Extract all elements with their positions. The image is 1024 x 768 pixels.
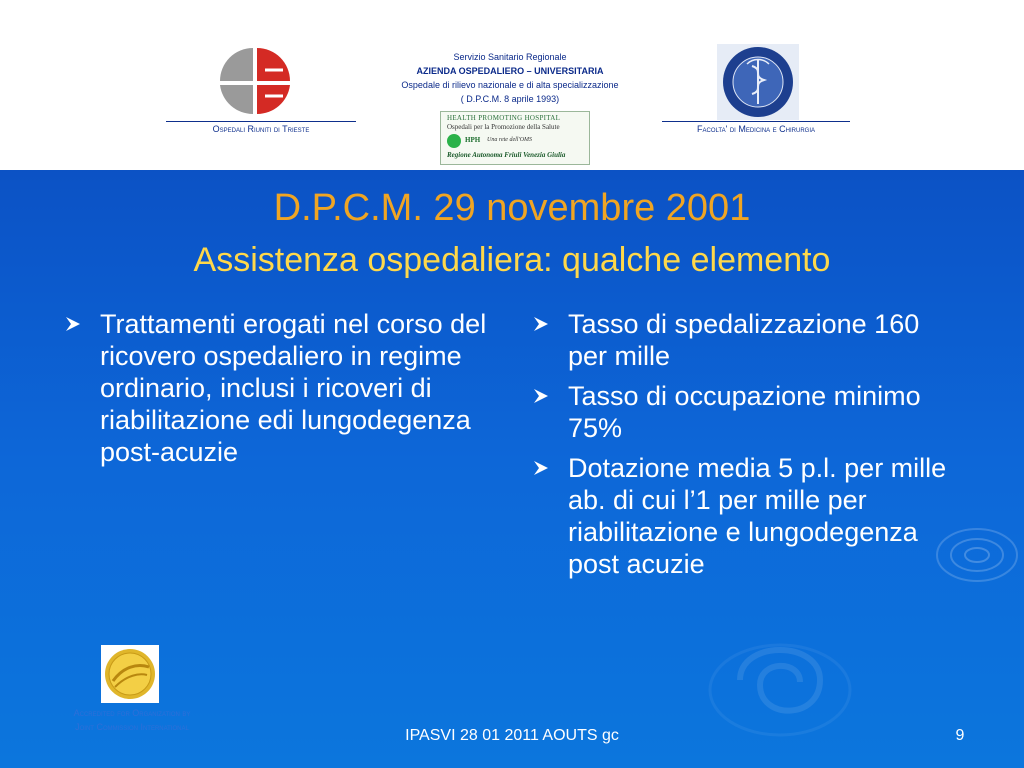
hospital-name: AZIENDA OSPEDALIERO – UNIVERSITARIA xyxy=(416,66,604,76)
service-line: Servizio Sanitario Regionale xyxy=(453,52,567,62)
list-item xyxy=(532,452,962,580)
decree-reference: ( D.P.C.M. 8 aprile 1993) xyxy=(460,94,560,104)
joint-commission-seal-icon xyxy=(101,645,159,703)
right-logo-caption: Facolta' di Medicina e Chirurgia xyxy=(696,124,815,134)
hph-circle-icon xyxy=(447,134,461,148)
arrow-bullet-icon xyxy=(532,459,550,477)
accreditation-line1: Accredited for Organization by xyxy=(73,708,191,718)
hph-logo xyxy=(440,111,590,165)
bullet-text: Dotazione media 5 p.l. per mille ab. di cui l’1 per mille per riabilitazione e lungodegenza post acuzie xyxy=(568,453,947,579)
left-bullet-list xyxy=(64,308,494,476)
bullet-text: Tasso di occupazione minimo 75% xyxy=(568,381,921,443)
right-caption-rule xyxy=(662,121,850,122)
left-logo-caption: Ospedali Riuniti di Trieste xyxy=(212,124,310,134)
list-item xyxy=(532,380,962,444)
bullet-text: Trattamenti erogati nel corso del ricovero ospedaliero in regime ordinario, inclusi i ricoveri di riabilitazione edi lungodegenza post-acuzie xyxy=(100,309,487,467)
arrow-bullet-icon xyxy=(532,387,550,405)
slide-title: D.P.C.M. 29 novembre 2001 xyxy=(273,187,751,229)
hph-line2: Ospedali per la Promozione della Salute xyxy=(447,123,560,131)
hph-region: Regione Autonoma Friuli Venezia Giulia xyxy=(447,151,566,159)
page-number: 9 xyxy=(955,727,965,744)
hospital-description: Ospedale di rilievo nazionale e di alta specializzazione xyxy=(401,80,619,90)
ospedali-riuniti-logo xyxy=(213,44,297,118)
arrow-bullet-icon xyxy=(532,315,550,333)
left-caption-rule xyxy=(166,121,356,122)
footer-text: IPASVI 28 01 2011 AOUTS gc xyxy=(405,727,619,744)
hph-line1: HEALTH PROMOTING HOSPITAL xyxy=(447,114,561,122)
slide-subtitle: Assistenza ospedaliera: qualche elemento xyxy=(193,241,831,279)
hph-badge: HPH xyxy=(465,136,481,144)
right-bullet-list xyxy=(532,308,962,588)
bullet-text: Tasso di spedalizzazione 160 per mille xyxy=(568,309,920,371)
arrow-bullet-icon xyxy=(64,315,82,333)
hospital-info xyxy=(380,50,640,106)
accreditation-line2: Joint Commission International xyxy=(75,722,189,732)
list-item xyxy=(532,308,962,372)
faculty-medicine-seal xyxy=(717,44,799,120)
list-item xyxy=(64,308,494,468)
hph-badge-note: Una rete dell'OMS xyxy=(487,137,533,143)
